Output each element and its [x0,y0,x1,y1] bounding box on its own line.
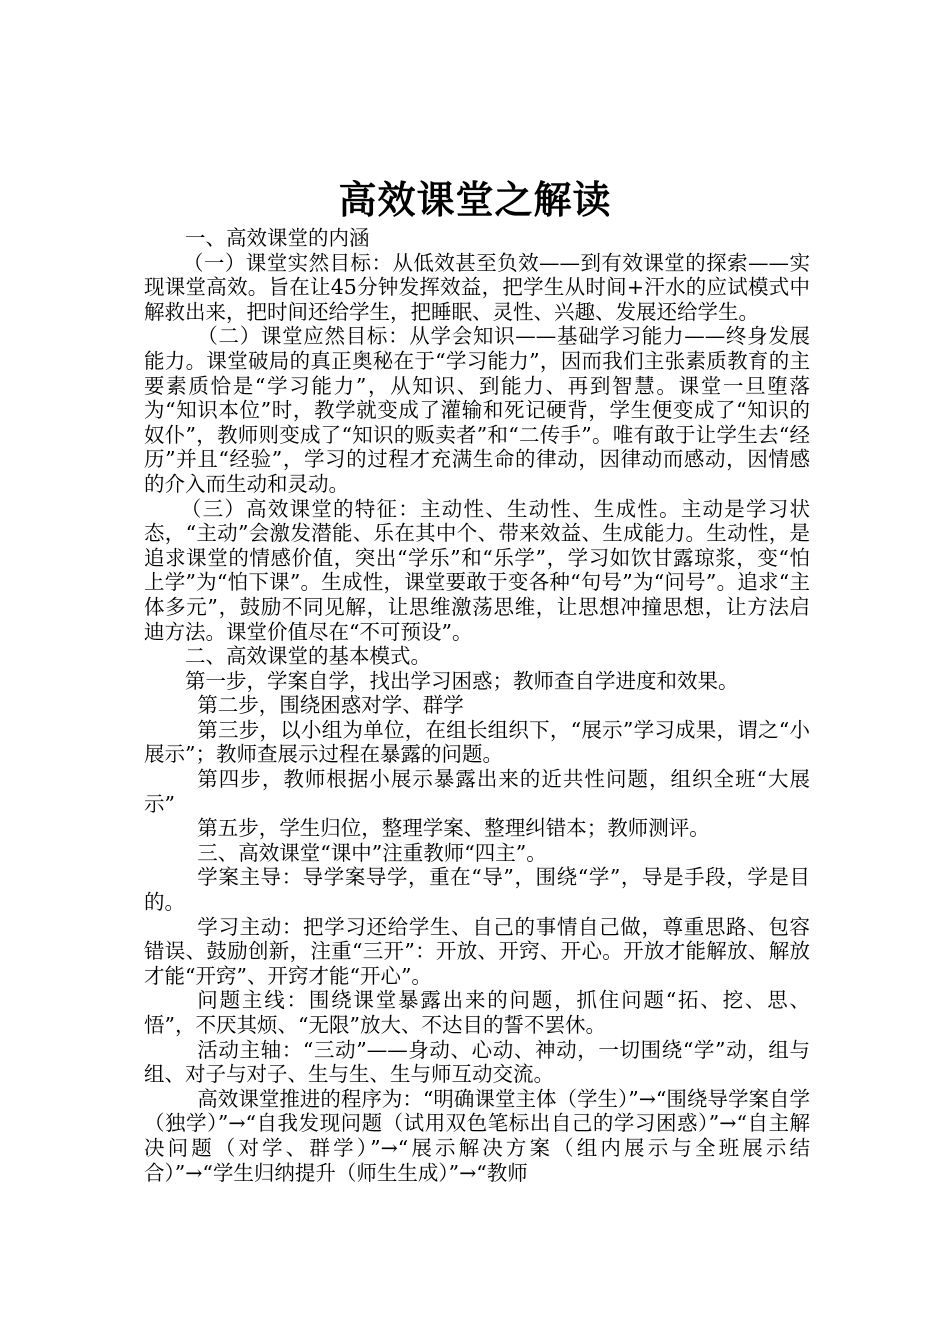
paragraph: 学习主动：把学习还给学生、自己的事情自己做，尊重思路、包容错误、鼓励创新，注重“三开”：开放、开窍、开心。开放才能解放、解放才能“开窍”、开窍才能“开心”。 [144,914,810,988]
section-heading: 一、高效课堂的内涵 [185,226,370,250]
list-item: 第五步，学生归位，整理学案、整理纠错本；教师测评。 [197,816,710,841]
paragraph: 活动主轴：“三动”——身动、心动、神动，一切围绕“学”动，组与组、对子与对子、生与生、生与师互动交流。 [144,1037,810,1087]
list-item: 第三步，以小组为单位，在组长组织下，“展示”学习成果，谓之“小展示”；教师查展示过程在暴露的问题。 [144,717,810,767]
paragraph: （三）高效课堂的特征：主动性、生动性、生成性。主动是学习状态，“主动”会激发潜能、乐在其中个、带来效益、生成能力。生动性，是追求课堂的情感价值，突出“学乐”和“乐学”，学习如饮甘露琼浆，变“怕上学”为“怕下课”。生成性，课堂要敢于变各种“句号”为“问号”。追求“主体多元”，鼓励不同见解，让思维激荡思维，让思想冲撞思想，让方法启迪方法。课堂价值尽在“不可预设”。 [144,496,810,644]
document-body [144,226,810,1185]
section-heading: 三、高效课堂“课中”注重教师“四主”。 [197,840,547,865]
paragraph: 学案主导：导学案导学，重在“导”，围绕“学”，导是手段，学是目的。 [144,865,810,915]
list-item: 第四步，教师根据小展示暴露出来的近共性问题，组织全班“大展示” [144,767,810,816]
document-title: 高效课堂之解读 [338,177,612,222]
paragraph: 问题主线：围绕课堂暴露出来的问题，抓住问题“拓、挖、思、悟”，不厌其烦、“无限”放大、不达目的誓不罢休。 [144,988,810,1037]
list-item: 第二步，围绕困惑对学、群学 [197,693,464,718]
paragraph: 高效课堂推进的程序为：“明确课堂主体（学生）”→“围绕导学案自学（独学）”→“自我发现问题（试用双色笔标出自己的学习困惑）”→“自主解决问题（对学、群学）”→“展示解决方案（组内展示与全班展示结合）”→“学生归纳提升（师生生成）”→“教师 [144,1086,810,1185]
paragraph: （二）课堂应然目标：从学会知识——基础学习能力——终身发展能力。课堂破局的真正奥秘在于“学习能力”，因而我们主张素质教育的主要素质恰是“学习能力”，从知识、到能力、再到智慧。课堂一旦堕落为“知识本位”时，教学就变成了灌输和死记硬背，学生便变成了“知识的奴仆”，教师则变成了“知识的贩卖者”和“二传手”。唯有敢于让学生去“经历”并且“经验”，学习的过程才充满生命的律动，因律动而感动，因情感的介入而生动和灵动。 [144,324,810,496]
list-item: 第一步，学案自学，找出学习困惑；教师查自学进度和效果。 [185,668,739,693]
paragraph: （一）课堂实然目标：从低效甚至负效——到有效课堂的探索——实现课堂高效。旨在让45分钟发挥效益，把学生从时间+汗水的应试模式中解救出来，把时间还给学生，把睡眠、灵性、兴趣、发展还给学生。 [144,250,810,324]
section-heading: 二、高效课堂的基本模式。 [185,644,431,669]
